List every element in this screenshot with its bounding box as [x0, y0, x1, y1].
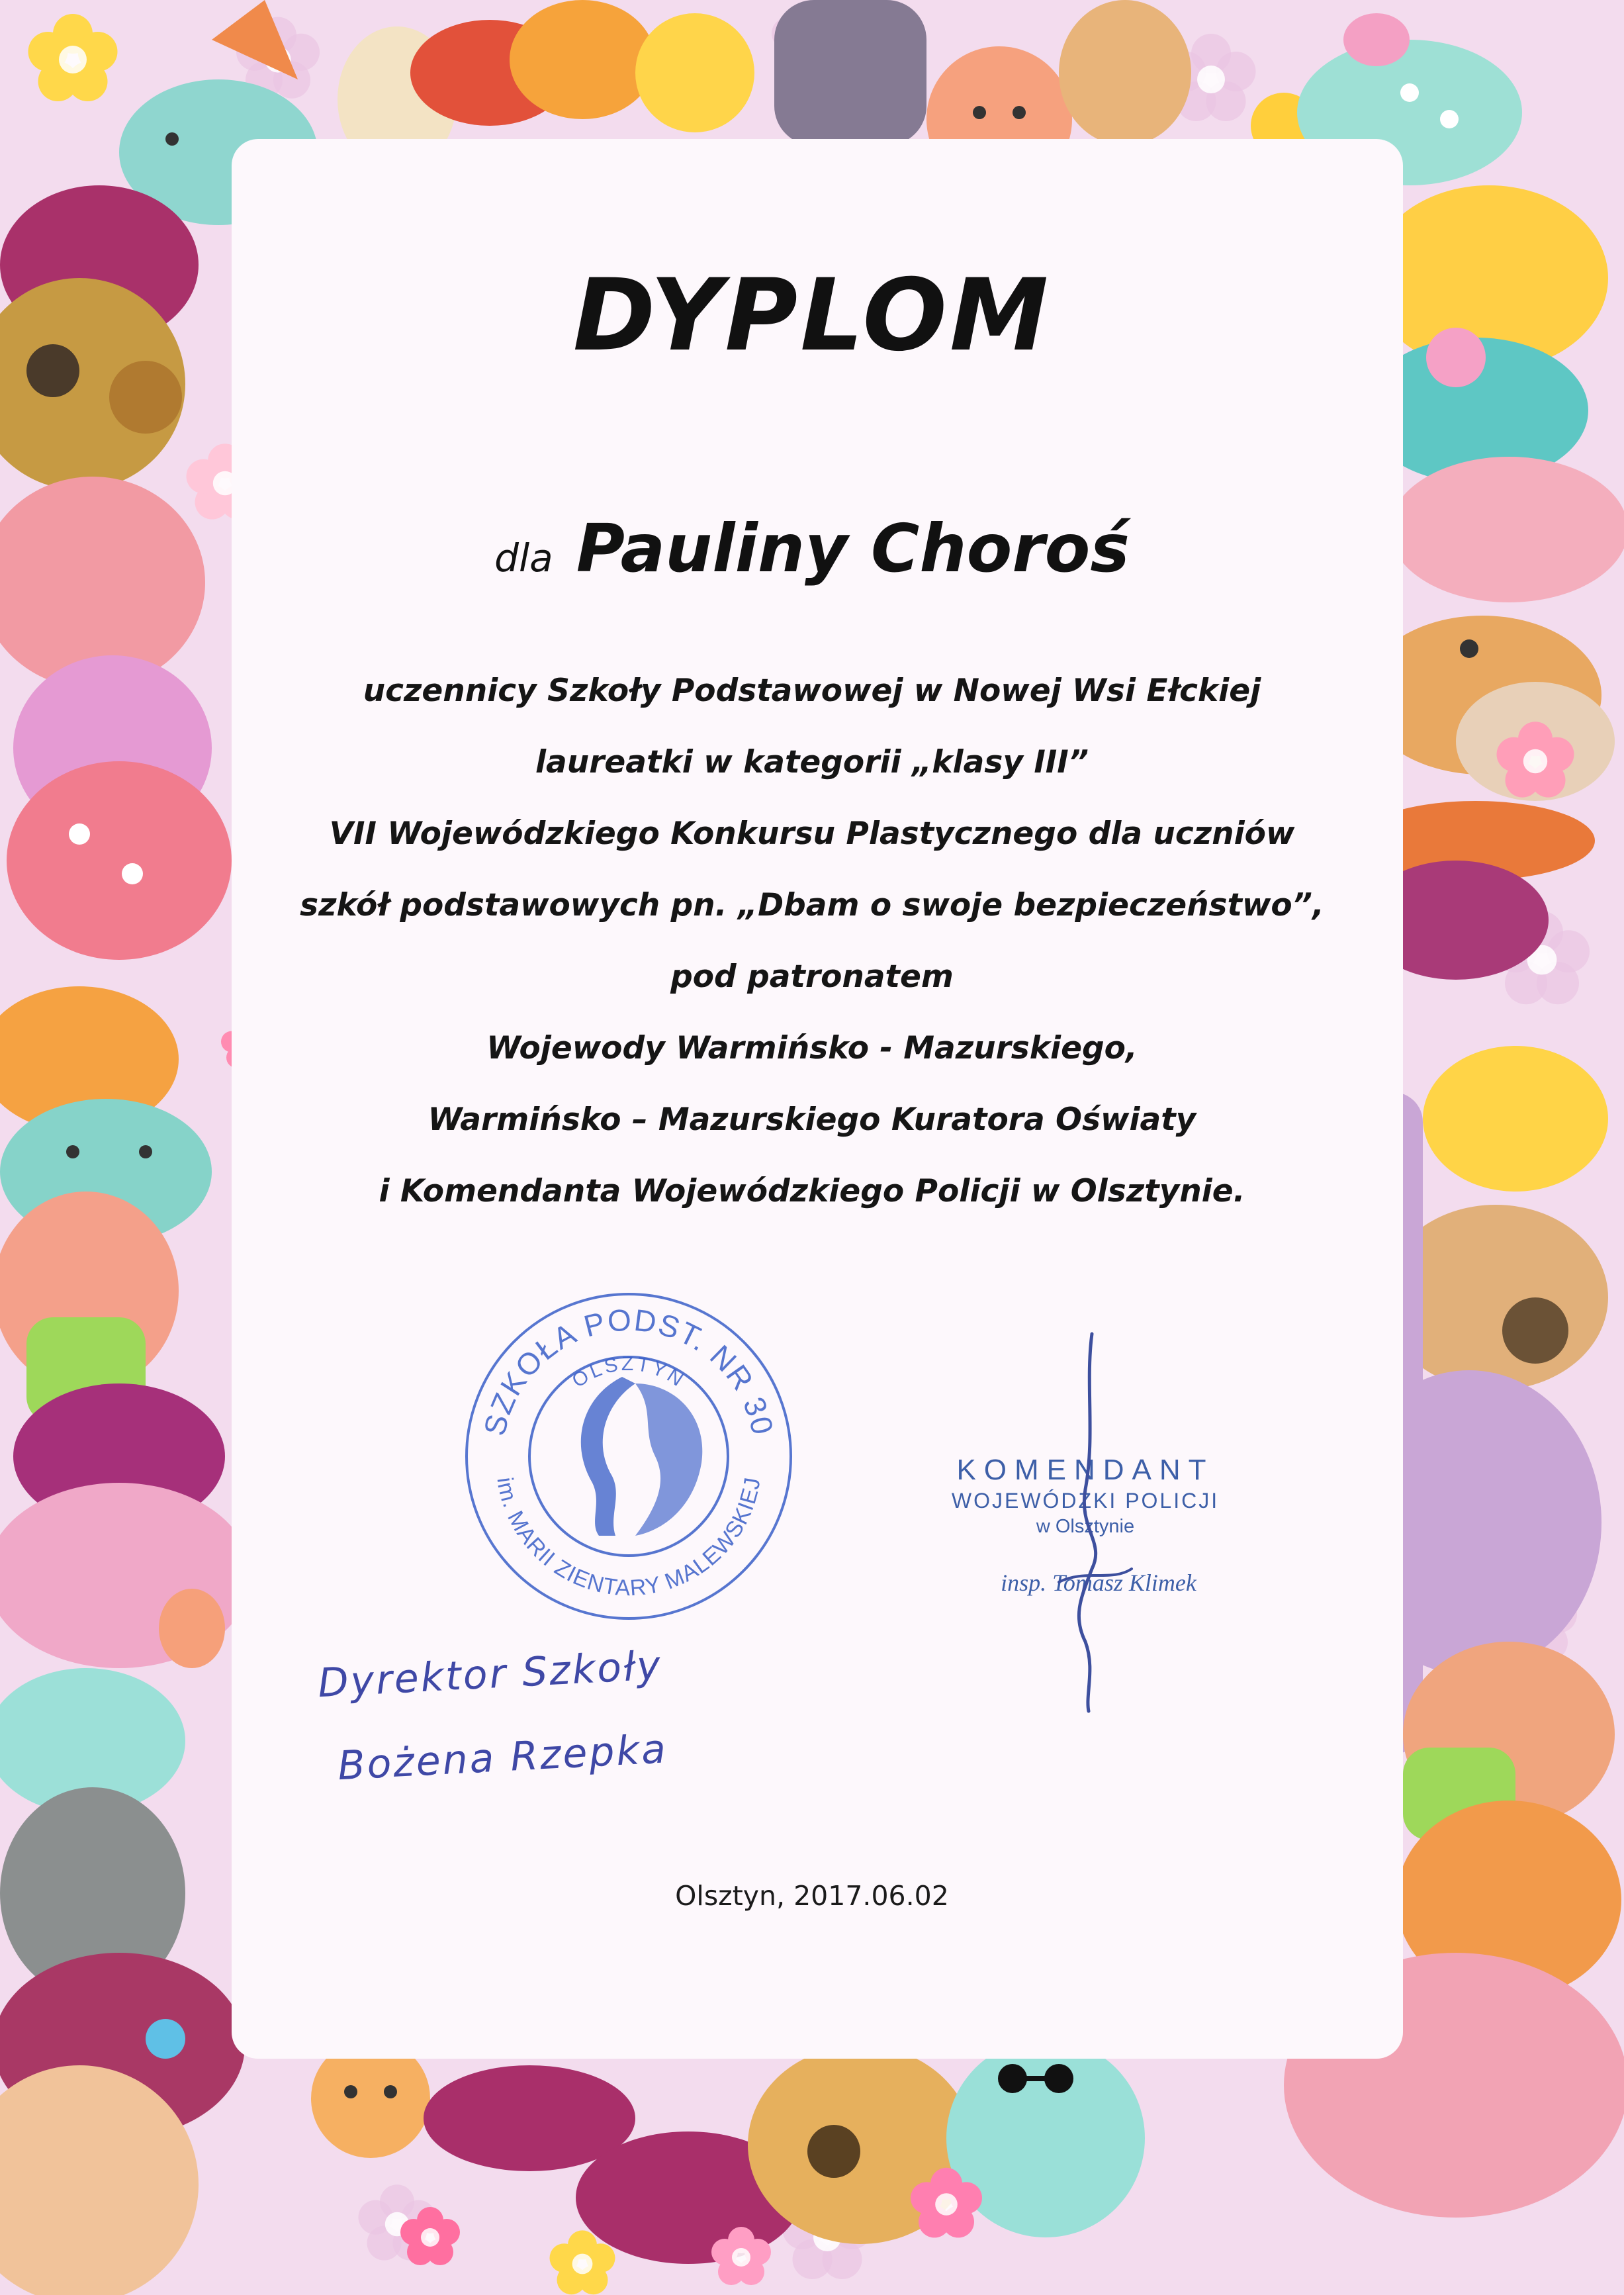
police-stamp-city: w Olsztynie [1036, 1516, 1135, 1537]
diploma-body [199, 655, 1425, 1227]
recipient-line [0, 510, 1624, 587]
police-stamp-unit: WOJEWÓDZKI POLICJI [951, 1489, 1220, 1513]
body-line: Warmińsko – Mazurskiego Kuratora Oświaty [428, 1101, 1196, 1138]
handwritten-title: Dyrektor Szkoły [316, 1642, 664, 1707]
body-line: laureatki w kategorii „klasy III” [535, 744, 1089, 780]
body-line: i Komendanta Wojewódzkiego Policji w Olsztynie. [379, 1173, 1245, 1209]
commander-signature [1046, 1331, 1138, 1714]
handwritten-name: Bożena Rzepka [336, 1726, 669, 1790]
recipient-prefix: dla [494, 536, 553, 581]
body-line: pod patronatem [670, 959, 954, 995]
body-line: Wojewody Warmińsko - Mazurskiego, [486, 1030, 1138, 1066]
body-line: VII Wojewódzkiego Konkursu Plastycznego dla uczniów [329, 816, 1295, 852]
police-signer-name: insp. Tomasz Klimek [1001, 1569, 1196, 1596]
stamp-bottom-text: im. MARII ZIENTARY MALEWSKIEJ [492, 1475, 766, 1601]
diploma-title: DYPLOM [572, 258, 1052, 373]
stamp-top-text: SZKOŁA PODST. NR 30 [476, 1302, 781, 1439]
police-stamp-title: KOMENDANT [956, 1454, 1214, 1486]
place-and-date: Olsztyn, 2017.06.02 [675, 1880, 949, 1912]
school-stamp [457, 1284, 801, 1628]
stamp-city-text: OLSZTYN [568, 1352, 690, 1392]
body-line: szkół podstawowych pn. „Dbam o swoje bezpieczeństwo”, [300, 887, 1324, 923]
recipient-name: Pauliny Choroś [576, 510, 1130, 587]
body-line: uczennicy Szkoły Podstawowej w Nowej Wsi Ełckiej [363, 673, 1261, 709]
